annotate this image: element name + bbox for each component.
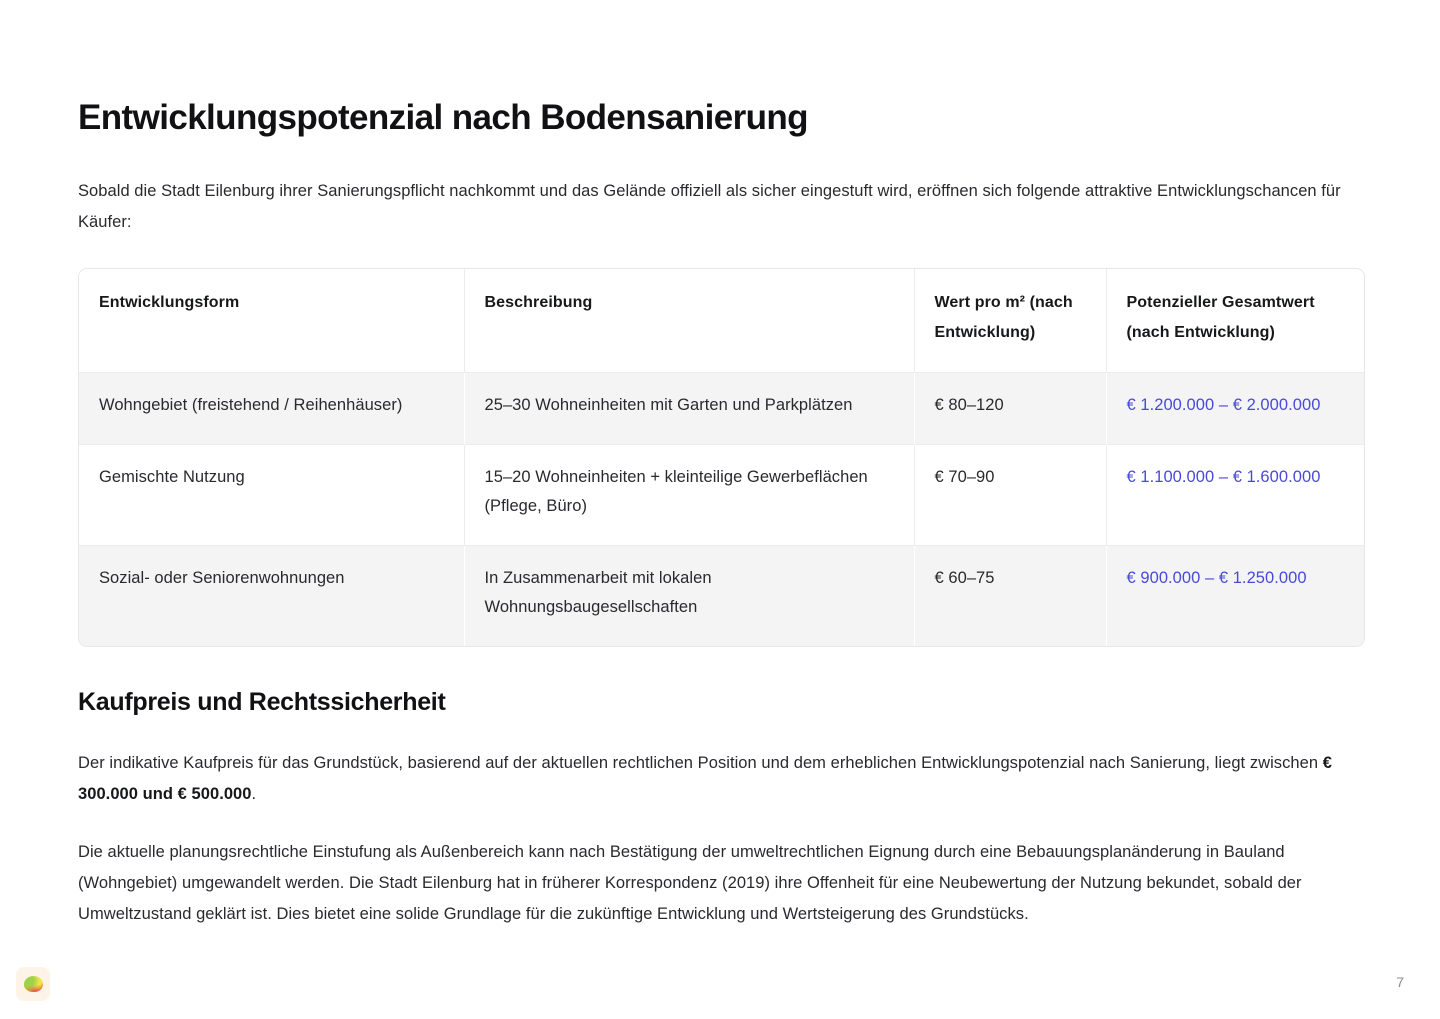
page-number: 7 <box>1396 974 1404 990</box>
paragraph-planungsrecht: Die aktuelle planungsrechtliche Einstufung als Außenbereich kann nach Bestätigung der umweltrechtlichen Eignung durch eine Bebauungsplanänderung in Bauland (Wohngebiet) umgewandelt werden. Die Stadt Eilenburg hat in früherer Korrespondenz (2019) ihre Offenheit für eine Neubewertung der Nutzung bekundet, sobald der Umweltzustand geklärt ist. Dies bietet eine solide Grundlage für die zukünftige Entwicklung und Wertsteigerung des Grundstücks. <box>78 843 1302 923</box>
cell-beschreibung: 25–30 Wohneinheiten mit Garten und Parkplätzen <box>464 373 914 445</box>
cell-wert-pro-qm: € 80–120 <box>914 373 1106 445</box>
cell-potenzieller-gesamtwert: € 1.100.000 – € 1.600.000 <box>1106 445 1364 546</box>
cell-wert-pro-qm: € 60–75 <box>914 546 1106 647</box>
cell-beschreibung: 15–20 Wohneinheiten + kleinteilige Gewerbeflächen (Pflege, Büro) <box>464 445 914 546</box>
intro-paragraph: Sobald die Stadt Eilenburg ihrer Sanierungspflicht nachkommt und das Gelände offiziell als sicher eingestuft wird, eröffnen sich folgende attraktive Entwicklungschancen für Käufer: <box>78 182 1341 231</box>
table-header-row <box>79 269 1364 373</box>
page-title: Entwicklungspotenzial nach Bodensanierung <box>78 98 808 137</box>
paragraph-kaufpreis-text-tail: . <box>251 785 257 803</box>
paragraph-kaufpreis <box>78 748 1363 810</box>
table-row <box>79 445 1364 546</box>
column-header-wert-pro-qm: Wert pro m² (nach Entwicklung) <box>914 269 1106 373</box>
cell-entwicklungsform: Sozial- oder Seniorenwohnungen <box>79 546 464 647</box>
cell-potenzieller-gesamtwert: € 900.000 – € 1.250.000 <box>1106 546 1364 647</box>
fruit-blob-icon[interactable] <box>16 967 50 1001</box>
table-header <box>79 269 1364 373</box>
cell-potenzieller-gesamtwert: € 1.200.000 – € 2.000.000 <box>1106 373 1364 445</box>
cell-wert-pro-qm: € 70–90 <box>914 445 1106 546</box>
page-content <box>78 96 1363 930</box>
table-body <box>79 373 1364 647</box>
cell-beschreibung: In Zusammenarbeit mit lokalen Wohnungsbaugesellschaften <box>464 546 914 647</box>
fruit-blob-glyph <box>24 976 43 992</box>
column-header-entwicklungsform: Entwicklungsform <box>79 269 464 373</box>
development-potential-table-container <box>78 268 1365 647</box>
paragraph-kaufpreis-price-range: € 300.000 und € 500.000 <box>78 754 1332 803</box>
paragraph-kaufpreis-text-lead: Der indikative Kaufpreis für das Grundstück, basierend auf der aktuellen rechtlichen Position und dem erheblichen Entwicklungspotenzial nach Sanierung, liegt zwischen <box>78 754 1323 772</box>
section-title-kaufpreis: Kaufpreis und Rechtssicherheit <box>78 688 446 716</box>
table-row <box>79 373 1364 445</box>
column-header-beschreibung: Beschreibung <box>464 269 914 373</box>
development-potential-table <box>79 269 1364 646</box>
table-row <box>79 546 1364 647</box>
column-header-potenzieller-gesamtwert: Potenzieller Gesamtwert (nach Entwicklung) <box>1106 269 1364 373</box>
cell-entwicklungsform: Wohngebiet (freistehend / Reihenhäuser) <box>79 373 464 445</box>
cell-entwicklungsform: Gemischte Nutzung <box>79 445 464 546</box>
